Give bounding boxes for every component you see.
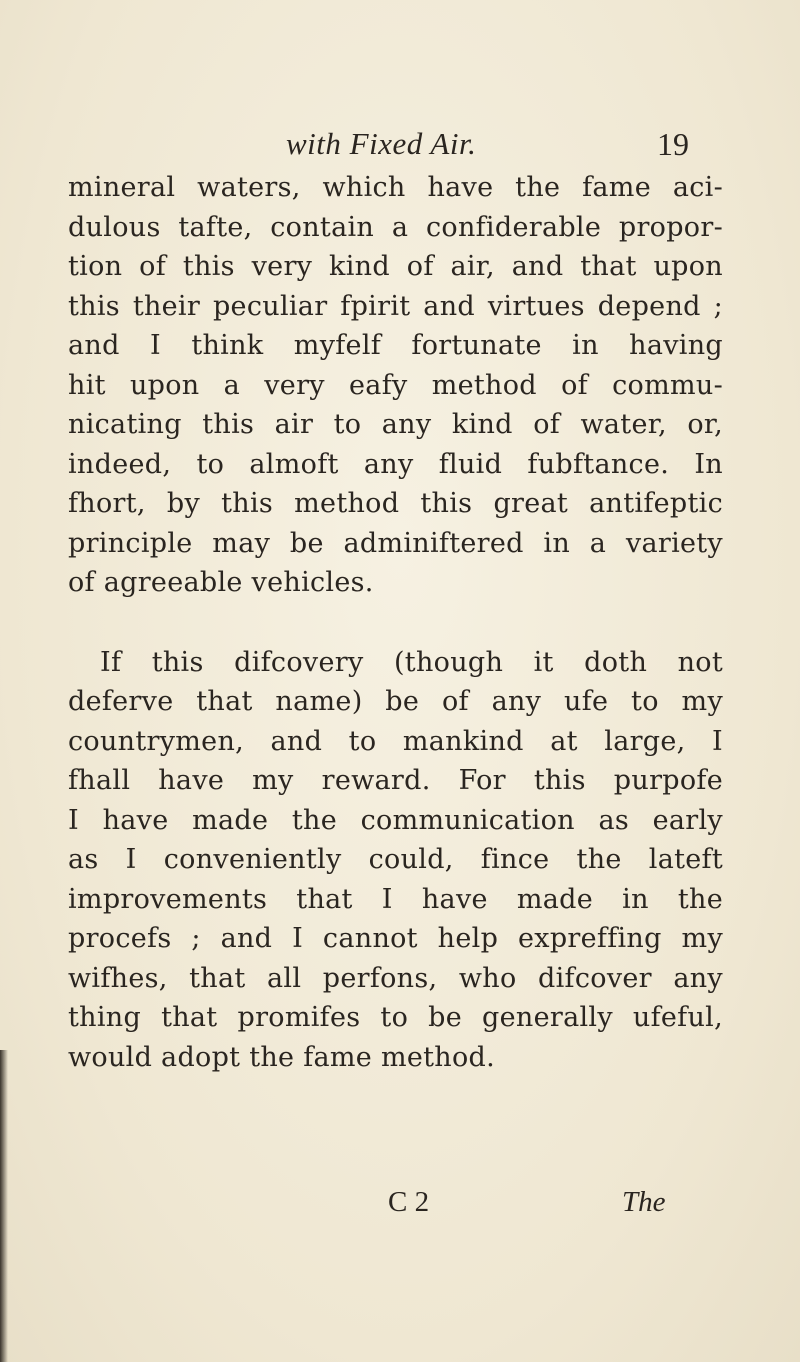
text-line: principle may be adminiftered in a variety: [68, 527, 723, 559]
text-line: hit upon a very eafy method of commu-: [68, 369, 723, 401]
text-line: and I think myfelf fortunate in having: [68, 330, 723, 361]
page-number: 19: [657, 126, 689, 162]
text-line: procefs ; and I cannot help expreffing my: [68, 923, 723, 954]
text-line: fhall have my reward. For this purpofe: [68, 765, 723, 796]
text-line: improvements that I have made in the: [68, 883, 723, 915]
text-line: deferve that name) be of any ufe to my: [68, 686, 723, 717]
text-line: indeed, to almoft any fluid fubftance. In: [68, 448, 723, 480]
signature-mark: C 2: [388, 1186, 430, 1218]
text-line: tion of this very kind of air, and that upon: [68, 251, 723, 282]
text-line: fhort, by this method this great antifeptic: [68, 488, 723, 519]
text-line: this their peculiar fpirit and virtues depend ;: [68, 290, 723, 322]
text-line: as I conveniently could, fince the lateft: [68, 844, 723, 875]
text-line: of agreeable vehicles.: [68, 567, 374, 598]
text-line: dulous tafte, contain a confiderable propor-: [68, 211, 723, 243]
paragraph-2: [68, 643, 723, 1078]
body-text: [68, 168, 723, 1077]
page-footer: [0, 1186, 800, 1236]
running-head: with Fixed Air.: [286, 126, 477, 161]
text-line: countrymen, and to mankind at large, I: [68, 725, 723, 757]
text-line: nicating this air to any kind of water, or,: [68, 409, 723, 440]
paragraph-gap: [68, 603, 723, 643]
catchword: The: [622, 1186, 666, 1218]
text-line: would adopt the fame method.: [68, 1041, 496, 1073]
paragraph-1: [68, 168, 723, 603]
text-line: thing that promifes to be generally ufeful,: [68, 1002, 723, 1033]
text-line: I have made the communication as early: [68, 804, 723, 836]
text-line: mineral waters, which have the fame aci-: [68, 172, 723, 203]
text-line: wifhes, that all perfons, who difcover any: [68, 962, 723, 994]
page-header: [0, 118, 800, 168]
text-line: If this difcovery (though it doth not: [100, 646, 723, 678]
